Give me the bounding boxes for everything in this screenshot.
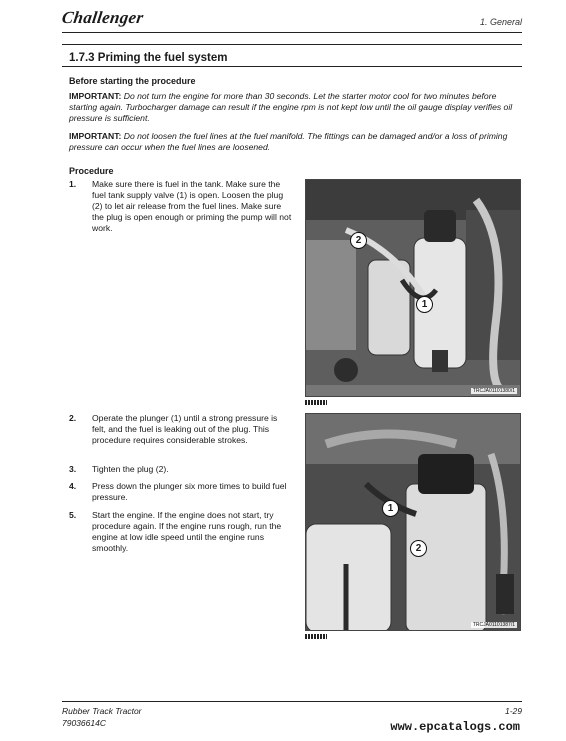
step-number: 5. [69, 510, 77, 520]
figure-scale-mark [305, 634, 327, 639]
page-number: 1-29 [504, 706, 522, 716]
footer-title: Rubber Track Tractor [62, 706, 142, 716]
header-rule [62, 32, 522, 33]
important-note-2 [69, 131, 519, 153]
fuel-filter-photo-2 [305, 413, 521, 631]
procedure-heading: Procedure [69, 166, 114, 176]
step-text: Start the engine. If the engine does not start, try procedure again. If the engine runs rough, run the engine at low idle speed until the engine runs smoothly. [92, 510, 282, 553]
footer-code: 79036614C [62, 718, 106, 728]
procedure-step-5 [69, 510, 289, 556]
step-number: 3. [69, 464, 77, 474]
callout-label: 2 [410, 540, 427, 557]
step-number: 1. [69, 179, 77, 189]
section-label: 1. General [479, 17, 522, 27]
step-number: 4. [69, 481, 77, 491]
procedure-step-2 [69, 413, 289, 458]
important-label: IMPORTANT: [69, 91, 122, 101]
step-text: Tighten the plug (2). [92, 464, 169, 474]
section-rule-top [62, 44, 522, 45]
figure-scale-mark [305, 400, 327, 405]
callout-label: 1 [382, 500, 399, 517]
important-note-1 [69, 91, 519, 124]
step-text: Make sure there is fuel in the tank. Make sure the fuel tank supply valve (1) is open. Loosen the plug (2) to let air release from the fuel lines. Make sure the plug is open enough or priming the pump will not work. [92, 179, 292, 233]
page-header [62, 8, 522, 32]
section-rule-bottom [62, 66, 522, 67]
important-text-2: Do not loosen the fuel lines at the fuel manifold. The fittings can be damaged and/or a loss of priming pressure can occur when the fuel lines are loosened. [69, 131, 508, 152]
figure-code: TRCJA01101387/1 [472, 622, 515, 628]
step-text: Operate the plunger (1) until a strong pressure is felt, and the fuel is leaking out of the plug. This procedure requires considerable strokes. [92, 413, 278, 445]
procedure-step-3 [69, 464, 289, 476]
footer-site-link[interactable]: www.epcatalogs.com [390, 720, 520, 734]
engine-illustration-1 [306, 180, 521, 397]
procedure-step-1 [69, 179, 292, 234]
procedure-step-4 [69, 481, 289, 505]
step-text: Press down the plunger six more times to build fuel pressure. [92, 481, 287, 502]
step-number: 2. [69, 413, 77, 423]
important-label: IMPORTANT: [69, 131, 122, 141]
callout-label: 2 [350, 232, 367, 249]
figure-code: TRCJA01101380/1 [472, 388, 515, 394]
callout-label: 1 [416, 296, 433, 313]
engine-illustration-2 [306, 414, 521, 631]
section-heading: 1.7.3 Priming the fuel system [69, 52, 228, 64]
fuel-filter-photo-1 [305, 179, 521, 397]
footer-rule [62, 701, 522, 702]
brand-logo: Challenger [60, 8, 145, 27]
important-text-1: Do not turn the engine for more than 30 seconds. Let the starter motor cool for two minutes before starting again. Turbocharger damage can result if the engine rpm is not kept low until the oil gauge display verifies oil pressure is sufficient. [69, 91, 513, 123]
before-heading: Before starting the procedure [69, 76, 196, 86]
